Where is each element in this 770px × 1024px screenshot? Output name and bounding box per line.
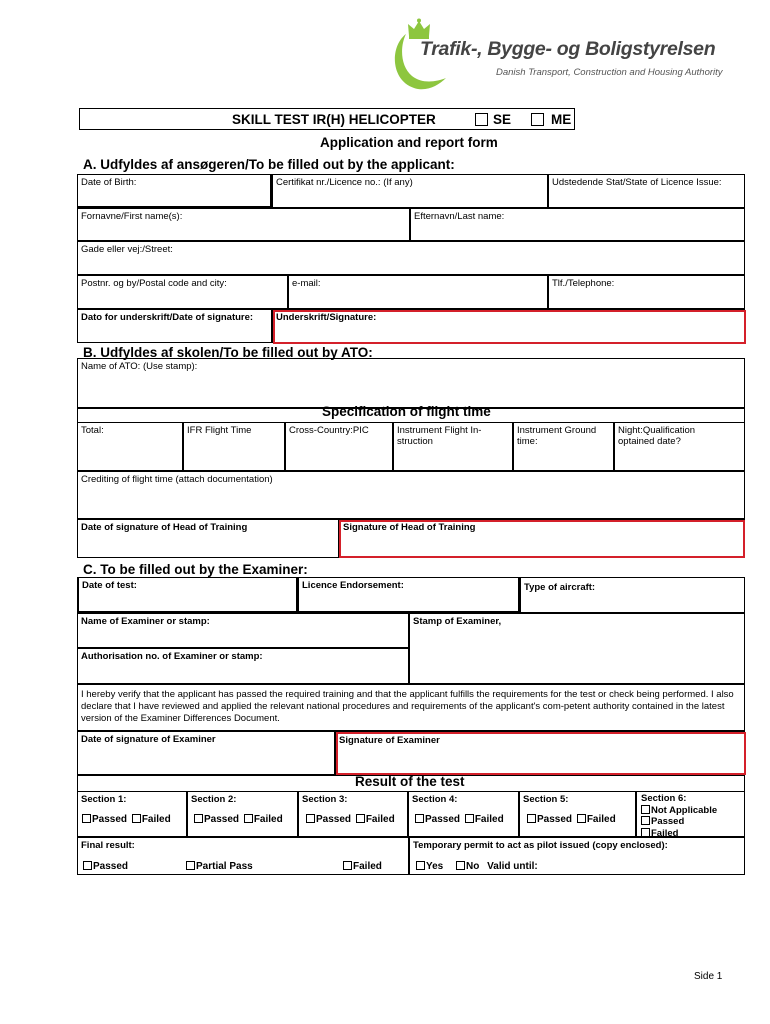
- type-of-aircraft-field[interactable]: [520, 577, 745, 613]
- page-number: Side 1: [694, 971, 723, 982]
- section-6-not-applicable-checkbox[interactable]: [641, 805, 650, 814]
- final-failed-label: Failed: [353, 861, 382, 872]
- postal-code-field[interactable]: [77, 275, 288, 309]
- instrument-flight-instruction-label: Instrument Flight In-struction: [397, 425, 482, 448]
- section-6-failed-checkbox[interactable]: [641, 828, 650, 837]
- final-failed-option: [343, 861, 382, 872]
- permit-options: [416, 861, 538, 872]
- section-4-label: Section 4:: [412, 794, 458, 805]
- licence-endorsement-label: Licence Endorsement:: [302, 580, 404, 591]
- email-label: e-mail:: [292, 278, 321, 289]
- section-2-failed-label: Failed: [253, 814, 283, 825]
- examiner-signature-label: Signature of Examiner: [339, 735, 440, 746]
- state-of-issue-field[interactable]: [548, 174, 745, 208]
- section-5-label: Section 5:: [523, 794, 569, 805]
- first-name-label: Fornavne/First name(s):: [81, 211, 183, 222]
- date-of-test-field[interactable]: [77, 577, 298, 613]
- section-4-options: [415, 814, 504, 825]
- permit-yes-label: Yes: [426, 861, 444, 872]
- section-5-failed-checkbox[interactable]: [577, 814, 586, 823]
- section-3-label: Section 3:: [302, 794, 348, 805]
- date-of-birth-label: Date of Birth:: [81, 177, 137, 188]
- section-1-options: [82, 814, 171, 825]
- instrument-ground-time-field[interactable]: [513, 422, 614, 471]
- examiner-signature-highlight: [336, 732, 746, 775]
- examiner-date-of-signature-label: Date of signature of Examiner: [81, 734, 216, 745]
- final-partial-pass-checkbox[interactable]: [186, 861, 195, 870]
- section-3-options: [306, 814, 395, 825]
- head-of-training-date-label: Date of signature of Head of Training: [81, 522, 248, 533]
- crediting-flight-time-field[interactable]: [77, 471, 745, 519]
- examiner-declaration-text: I hereby verify that the applicant has passed the required training and that the applicant fulfills the requirements for the test or check being performed. I also declare that I have reviewed and applied the relevant national procedures and requirements of the applicant's com-petent authority contained in the latest version of the Examiner Differences Document.: [81, 689, 734, 724]
- head-of-training-date-field[interactable]: [77, 519, 339, 558]
- section-c-heading: C. To be filled out by the Examiner:: [83, 562, 308, 577]
- section-6-failed-label: Failed: [651, 827, 679, 839]
- section-4-passed-label: Passed: [425, 814, 461, 825]
- final-partial-pass-option: [186, 861, 253, 872]
- date-of-test-label: Date of test:: [82, 580, 137, 591]
- form-subtitle: Application and report form: [320, 135, 498, 150]
- total-time-label: Total:: [81, 425, 104, 436]
- cross-country-pic-label: Cross-Country:PIC: [289, 425, 369, 436]
- section-5-passed-label: Passed: [537, 814, 573, 825]
- valid-until-label: Valid until:: [487, 861, 538, 872]
- state-of-issue-label: Udstedende Stat/State of Licence Issue:: [552, 177, 722, 188]
- flight-time-spec-title: Specification of flight time: [322, 404, 491, 419]
- last-name-field[interactable]: [410, 208, 745, 241]
- night-qualification-label: Night:Qualification optained date?: [618, 425, 696, 448]
- licence-endorsement-field[interactable]: [298, 577, 520, 613]
- section-5-options: [527, 814, 616, 825]
- examiner-stamp-field[interactable]: [409, 613, 745, 684]
- authority-logo: [392, 18, 742, 90]
- instrument-flight-instruction-field[interactable]: [393, 422, 513, 471]
- section-3-passed-checkbox[interactable]: [306, 814, 315, 823]
- permit-yes-checkbox[interactable]: [416, 861, 425, 870]
- section-2-passed-checkbox[interactable]: [194, 814, 203, 823]
- logo-authority-name: Trafik-, Bygge- og Boligstyrelsen: [420, 38, 716, 60]
- section-6-result: [636, 791, 745, 837]
- telephone-field[interactable]: [548, 275, 745, 309]
- ifr-flight-time-field[interactable]: [183, 422, 285, 471]
- ifr-flight-time-label: IFR Flight Time: [187, 425, 252, 436]
- applicant-signature-highlight: [273, 310, 746, 344]
- examiner-stamp-label: Stamp of Examiner,: [413, 616, 502, 627]
- section-1-passed-checkbox[interactable]: [82, 814, 91, 823]
- examiner-declaration: [77, 684, 745, 731]
- section-2-passed-label: Passed: [204, 814, 240, 825]
- section-6-passed-label: Passed: [651, 816, 685, 828]
- total-time-field[interactable]: [77, 422, 183, 471]
- telephone-label: Tlf./Telephone:: [552, 278, 615, 289]
- section-1-passed-label: Passed: [92, 814, 128, 825]
- applicant-date-of-signature-label: Dato for underskrift/Date of signature:: [81, 312, 254, 323]
- section-3-passed-label: Passed: [316, 814, 352, 825]
- ato-name-label: Name of ATO: (Use stamp):: [81, 361, 198, 372]
- head-of-training-signature-label: Signature of Head of Training: [343, 522, 476, 533]
- first-name-field[interactable]: [77, 208, 410, 241]
- examiner-authorisation-field[interactable]: [77, 648, 409, 684]
- section-6-label: Section 6:: [641, 793, 687, 804]
- permit-no-checkbox[interactable]: [456, 861, 465, 870]
- ato-name-field[interactable]: [77, 358, 745, 408]
- result-title: Result of the test: [355, 774, 465, 789]
- examiner-name-field[interactable]: [77, 613, 409, 648]
- section-3-failed-checkbox[interactable]: [356, 814, 365, 823]
- form-title-box: [79, 108, 575, 130]
- logo-authority-subtitle: Danish Transport, Construction and Housing Authority: [496, 67, 723, 78]
- date-of-birth-field[interactable]: [77, 174, 272, 208]
- head-of-training-signature-highlight: [339, 520, 745, 558]
- postal-code-label: Postnr. og by/Postal code and city:: [81, 278, 227, 289]
- me-label: ME: [551, 112, 572, 127]
- section-5-failed-label: Failed: [586, 814, 616, 825]
- section-5-passed-checkbox[interactable]: [527, 814, 536, 823]
- licence-no-field[interactable]: [272, 174, 548, 208]
- night-qualification-field[interactable]: [614, 422, 745, 471]
- form-title: SKILL TEST IR(H) HELICOPTER: [232, 112, 436, 127]
- se-checkbox[interactable]: [475, 113, 488, 126]
- final-passed-label: Passed: [93, 861, 129, 872]
- final-result-label: Final result:: [81, 840, 135, 851]
- section-a-heading: A. Udfyldes af ansøgeren/To be filled out by the applicant:: [83, 157, 455, 172]
- street-field[interactable]: [77, 241, 745, 275]
- last-name-label: Efternavn/Last name:: [414, 211, 505, 222]
- licence-no-label: Certifikat nr./Licence no.: (If any): [276, 177, 413, 188]
- examiner-date-of-signature-field[interactable]: [77, 731, 335, 775]
- section-2-options: [194, 814, 283, 825]
- section-2-failed-checkbox[interactable]: [244, 814, 253, 823]
- me-checkbox[interactable]: [531, 113, 544, 126]
- section-3-failed-label: Failed: [365, 814, 395, 825]
- street-label: Gade eller vej:/Street:: [81, 244, 173, 255]
- cross-country-pic-field[interactable]: [285, 422, 393, 471]
- examiner-name-label: Name of Examiner or stamp:: [81, 616, 210, 627]
- applicant-signature-label: Underskrift/Signature:: [276, 312, 377, 323]
- section-2-label: Section 2:: [191, 794, 237, 805]
- crediting-flight-time-label: Crediting of flight time (attach documentation): [81, 474, 273, 485]
- final-failed-checkbox[interactable]: [343, 861, 352, 870]
- section-6-not-applicable-label: Not Applicable: [651, 804, 718, 816]
- section-1-label: Section 1:: [81, 794, 127, 805]
- section-4-failed-checkbox[interactable]: [465, 814, 474, 823]
- applicant-date-of-signature-field[interactable]: [77, 309, 272, 343]
- se-label: SE: [493, 112, 512, 127]
- final-passed-checkbox[interactable]: [83, 861, 92, 870]
- final-partial-pass-label: Partial Pass: [196, 861, 253, 872]
- section-1-failed-checkbox[interactable]: [132, 814, 141, 823]
- email-field[interactable]: [288, 275, 548, 309]
- temporary-permit-label: Temporary permit to act as pilot issued (copy enclosed):: [413, 840, 668, 851]
- section-1-failed-label: Failed: [141, 814, 171, 825]
- type-of-aircraft-label: Type of aircraft:: [524, 582, 596, 593]
- section-b-heading: B. Udfyldes af skolen/To be filled out by ATO:: [83, 345, 373, 360]
- section-4-failed-label: Failed: [474, 814, 504, 825]
- permit-no-label: No: [466, 861, 480, 872]
- instrument-ground-time-label: Instrument Ground time:: [517, 425, 597, 448]
- section-6-passed-checkbox[interactable]: [641, 816, 650, 825]
- examiner-authorisation-label: Authorisation no. of Examiner or stamp:: [81, 651, 263, 662]
- section-4-passed-checkbox[interactable]: [415, 814, 424, 823]
- final-passed-option: [83, 861, 128, 872]
